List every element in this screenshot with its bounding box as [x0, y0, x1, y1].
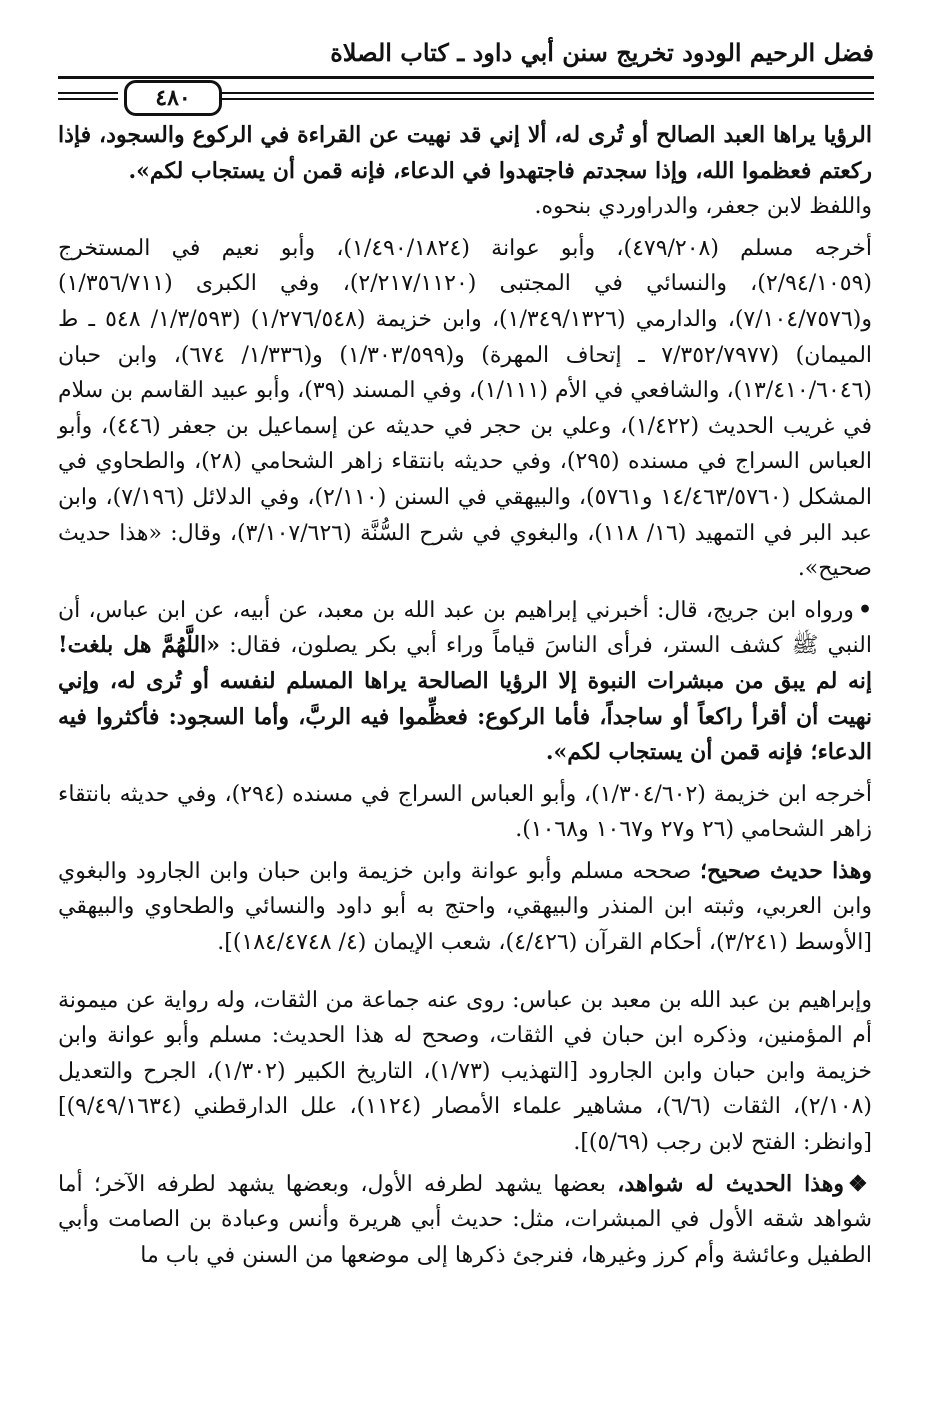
diamond-marker-icon: ❖: [847, 1170, 873, 1197]
hadith-text-continuation: [58, 118, 872, 189]
paragraph-text: ورواه ابن جريج، قال: أخبرني إبراهيم بن عبد الله بن معبد، عن أبيه، عن ابن عباس، أن النبي ﷺ كشف الستر، فرأى الناسَ قياماً وراء أبي بكر يصلون، فقال:: [58, 597, 872, 659]
paragraph-text: صححه مسلم وأبو عوانة وابن خزيمة وابن حبان وابن الجارود والبغوي وابن العربي، وثبته ابن المنذر والبيهقي، واحتج به أبو داود والنسائي والطحاوي والبيهقي [الأوسط (٣/٢٤١)، أحكام القرآن (٤/٤٢٦)، شعب الإيمان (٤/ ١٨٤/٤٧٤٨)].: [58, 858, 872, 956]
page-number-rule-right: [192, 92, 874, 94]
narrator-paragraph: [58, 983, 872, 1161]
page-number-rule-left: [58, 92, 118, 94]
hadith-bold-text: «اللَّهُمَّ هل بلغت! إنه لم يبق من مبشرات النبوة إلا الرؤيا الصالحة يراها المسلم لنفسه أو تُرى له، وإني نهيت أن أقرأ راكعاً أو ساجداً، فأما الركوع: فعظِّموا فيه الربَّ، وأما السجود: فأكثروا فيه الدعاء؛ فإنه قمن أن يستجاب لكم».: [58, 632, 872, 766]
paragraph-text: أخرجه ابن خزيمة (١/٣٠٤/٦٠٢)، وأبو العباس السراج في مسنده (٢٩٤)، وفي حديثه بانتقاء زاهر الشحامي (٢٦ و٢٧ و١٠٦٧ و١٠٦٨).: [58, 781, 873, 843]
paragraph-text: وإبراهيم بن عبد الله بن معبد بن عباس: روى عنه جماعة من الثقات، وله رواية عن ميمونة أم المؤمنين، وذكره ابن حبان في الثقات، وصحح له هذا الحديث: مسلم وأبو عوانة وابن خزيمة وابن حبان وابن الجارود [التهذيب (١/٧٣)، التاريخ الكبير (١/٣٠٢)، الجرح والتعديل (٢/١٠٨)، الثقات (٦/٦)، مشاهير علماء الأمصار (١١٢٤)، علل الدارقطني (٩/٤٩/١٦٣٤)] [وانظر: الفتح لابن رجب (٥/٦٩)].: [58, 987, 872, 1156]
paragraph-text: واللفظ لابن جعفر، والدراوردي بنحوه.: [534, 194, 872, 220]
page-number-rule-right-double: [192, 98, 874, 100]
page-number-rule-left-double: [58, 98, 118, 100]
evidence-bold-text: وهذا الحديث له شواهد،: [617, 1170, 844, 1197]
grading-paragraph: [58, 854, 872, 961]
bullet-marker: •: [857, 596, 872, 623]
page-header: [58, 30, 874, 111]
paragraph-text: أخرجه مسلم (٤٧٩/٢٠٨)، وأبو عوانة (١/٤٩٠/١٨٢٤)، وأبو نعيم في المستخرج (٢/٩٤/١٠٥٩)، والنسائي في المجتبى (٢/٢١٧/١١٢٠)، وفي الكبرى (١/٣٥٦/٧١١) و(٧/١٠٤/٧٥٧٦)، والدارمي (١/٣٤٩/١٣٢٦)، وابن خزيمة (١/٢٧٦/٥٤٨) (١/٣/٥٩٣/ ٥٤٨ ـ ط الميمان) (٧/٣٥٢/٧٩٧٧ ـ إتحاف المهرة) و(١/٣٠٣/٥٩٩) و(١/٣٣٦/ ٦٧٤)، وابن حبان (١٣/٤١٠/٦٠٤٦)، والشافعي في الأم (١/١١١)، وفي المسند (٣٩)، وأبو عبيد القاسم بن سلام في غريب الحديث (١/٤٢٢)، وعلي بن حجر في حديثه عن إسماعيل بن جعفر (٤٤٦)، وأبو العباس السراج في مسنده (٢٩٥)، وفي حديثه بانتقاء زاهر الشحامي (٢٨)، والطحاوي في المشكل (١٤/٤٦٣/٥٧٦٠ و٥٧٦١)، والبيهقي في السنن (٢/١١٠)، وفي الدلائل (٧/١٩٦)، وابن عبد البر في التمهيد (١٦/ ١١٨)، والبغوي في شرح السُّنَّة (٣/١٠٧/٦٢٦)، وقال: «هذا حديث صحيح».: [58, 235, 873, 582]
takhrij-paragraph-2: [58, 777, 872, 848]
ibn-jurayj-narration: [58, 593, 872, 771]
running-title: فضل الرحيم الودود تخريج سنن أبي داود ـ كتاب الصلاة: [330, 38, 874, 67]
grading-bold-text: وهذا حديث صحيح؛: [699, 857, 873, 884]
wording-note: [58, 189, 872, 225]
takhrij-paragraph-1: [58, 231, 872, 587]
paragraph-text: بعضها يشهد لطرفه الأول، وبعضها يشهد لطرفه الآخر؛ أما شواهد شقه الأول في المبشرات، مثل: حديث أبي هريرة وأنس وعبادة بن الصامت وأبي الطفيل وعائشة وأم كرز وغيرها، فنرجئ ذكرها إلى موضعها من السنن في باب ما: [58, 1171, 872, 1268]
hadith-bold-text: الرؤيا يراها العبد الصالح أو تُرى له، ألا إني قد نهيت عن القراءة في الركوع والسجود، فإذا ركعتم فعظموا الله، وإذا سجدتم فاجتهدوا في الدعاء، فإنه قمن أن يستجاب لكم».: [58, 122, 872, 184]
page-body: [58, 118, 872, 1273]
header-rule: [58, 76, 874, 79]
page-number: ٤٨٠: [124, 80, 222, 116]
supporting-evidence-paragraph: [58, 1167, 872, 1274]
